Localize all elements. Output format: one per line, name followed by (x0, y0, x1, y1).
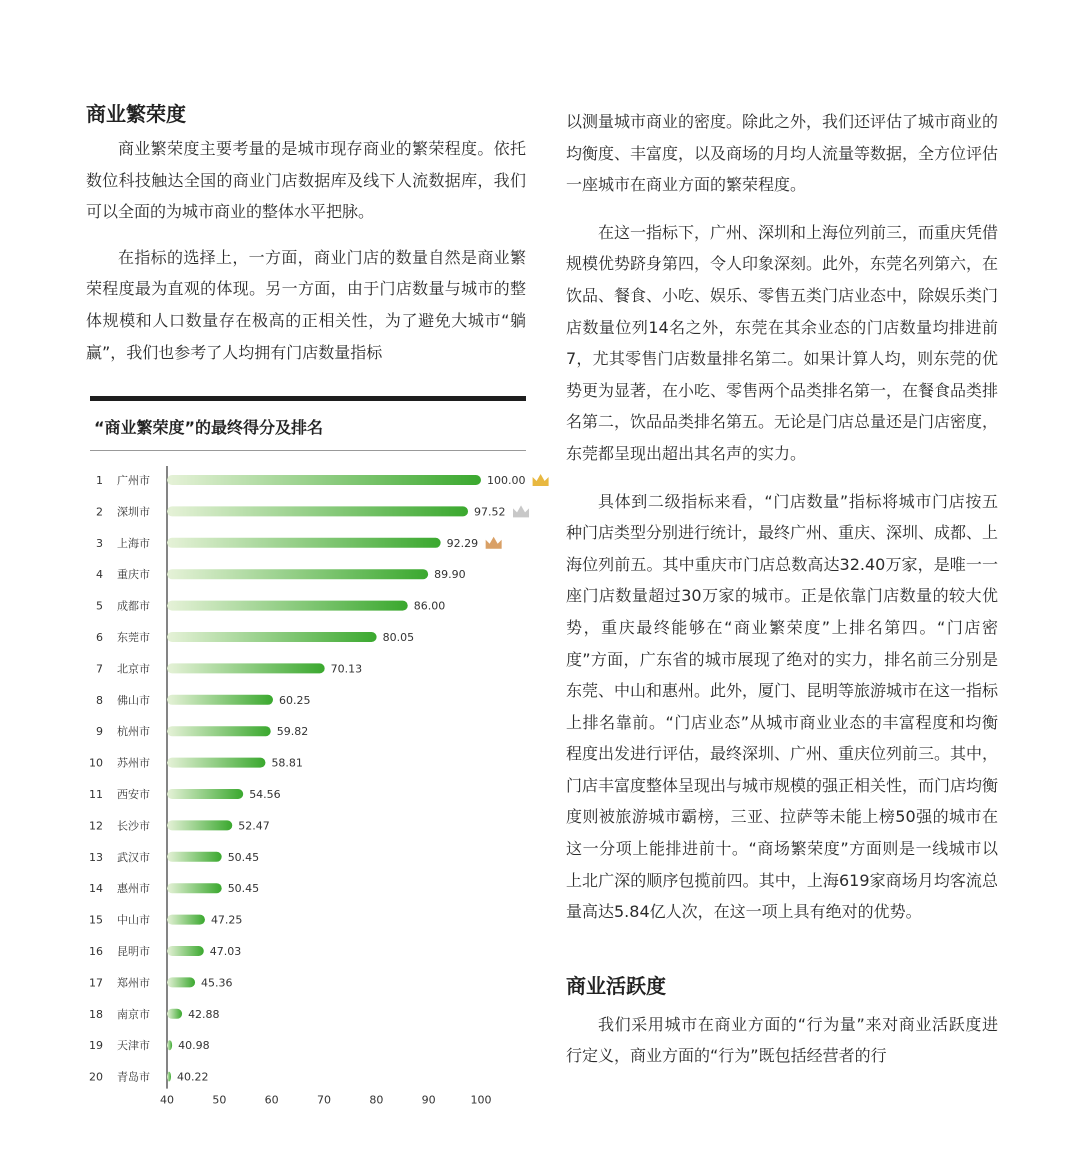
silver-crown-icon (513, 505, 529, 517)
category-label: 深圳市 (117, 505, 150, 519)
bar (167, 758, 265, 768)
category-label: 天津市 (117, 1039, 150, 1053)
value-label: 80.05 (382, 631, 415, 644)
rank-label: 7 (96, 662, 103, 676)
rank-label: 6 (96, 631, 103, 644)
bar (167, 475, 481, 485)
value-label: 70.13 (330, 662, 363, 676)
category-label: 成都市 (117, 599, 150, 613)
value-label: 50.45 (227, 882, 260, 896)
value-label: 92.29 (446, 536, 479, 550)
category-label: 长沙市 (117, 819, 150, 833)
left-paragraph-2: 在指标的选择上，一方面，商业门店的数量自然是商业繁荣程度最为直观的体现。另一方面，由于门店数量与城市的整体规模和人口数量存在极高的正相关性，为了避免大城市“躺赢”，我们也参考了人均拥有门店数量指标 (86, 247, 526, 362)
category-label: 佛山市 (117, 693, 150, 707)
category-label: 北京市 (117, 662, 150, 676)
x-tick-label: 60 (264, 1093, 279, 1107)
bar (167, 977, 195, 987)
bar (167, 1040, 172, 1050)
rank-label: 1 (96, 474, 103, 487)
x-tick-label: 70 (317, 1093, 331, 1107)
rank-label: 15 (89, 913, 103, 927)
rank-label: 20 (89, 1070, 103, 1084)
value-label: 47.25 (210, 913, 243, 927)
bar (167, 538, 441, 548)
category-label: 南京市 (117, 1007, 150, 1021)
category-label: 武汉市 (117, 850, 150, 864)
category-label: 西安市 (117, 788, 150, 801)
bar (167, 1009, 182, 1019)
rank-label: 13 (89, 850, 103, 864)
bar (167, 601, 408, 611)
rank-label: 19 (89, 1039, 103, 1053)
value-label: 52.47 (238, 819, 270, 833)
right-paragraph-1: 以测量城市商业的密度。除此之外，我们还评估了城市商业的均衡度、丰富度，以及商场的月均人流量等数据，全方位评估一座城市在商业方面的繁荣程度。 (566, 112, 999, 195)
x-tick-label: 100 (470, 1093, 492, 1107)
bar (167, 726, 271, 736)
bar (167, 1072, 171, 1082)
category-label: 重庆市 (117, 568, 150, 582)
right-paragraph-3: 具体到二级指标来看，“门店数量”指标将城市门店按五种门店类型分别进行统计，最终广州、重庆、深圳、成都、上海位列前五。其中重庆市门店总数高达32.40万家，是唯一一座门店数量超过30万家的城市。正是依靠门店数量的较大优势，重庆最终能够在“商业繁荣度”上排名第四。“门店密度”方面，广东省的城市展现了绝对的实力，排名前三分别是东莞、中山和惠州。此外，厦门、昆明等旅游城市在这一指标上排名靠前。“门店业态”从城市商业业态的丰富程度和均衡程度出发进行评估，最终深圳、广州、重庆位列前三。其中，门店丰富度整体呈现出与城市规模的强正相关性，而门店均衡度则被旅游城市霸榜，三亚、拉萨等未能上榜50强的城市在这一分项上能排进前十。“商场繁荣度”方面则是一线城市以上北广深的顺序包揽前四。其中，上海619家商场月均客流总量高达5.84亿人次，在这一项上具有绝对的优势。 (566, 491, 999, 922)
value-label: 100.00 (487, 474, 526, 487)
value-label: 45.36 (201, 976, 233, 990)
bronze-crown-icon (486, 537, 502, 549)
value-label: 89.90 (434, 568, 466, 582)
x-tick-label: 50 (212, 1093, 227, 1107)
right-paragraph-4: 我们采用城市在商业方面的“行为量”来对商业活跃度进行定义，商业方面的“行为”既包括经营者的行 (566, 1014, 998, 1066)
bar (167, 852, 222, 862)
rank-label: 17 (89, 976, 103, 990)
bar (167, 695, 273, 705)
value-label: 86.00 (413, 599, 446, 613)
rank-label: 14 (89, 882, 103, 896)
category-label: 广州市 (117, 474, 150, 487)
value-label: 50.45 (227, 850, 260, 864)
bar (167, 663, 325, 673)
bar (167, 632, 377, 642)
category-label: 惠州市 (117, 882, 150, 896)
x-tick-label: 40 (160, 1093, 174, 1107)
value-label: 97.52 (474, 505, 506, 519)
bar (167, 883, 222, 893)
bar (167, 915, 205, 925)
rank-label: 8 (96, 693, 103, 707)
category-label: 中山市 (117, 913, 150, 927)
value-label: 40.22 (177, 1070, 209, 1084)
bar (167, 569, 428, 579)
category-label: 昆明市 (117, 945, 150, 958)
chart-title: “商业繁荣度”的最终得分及排名 (94, 418, 324, 437)
value-label: 40.98 (178, 1039, 210, 1053)
bar (167, 506, 468, 516)
rank-label: 9 (96, 725, 103, 739)
bar (167, 789, 243, 799)
category-label: 郑州市 (117, 976, 150, 990)
value-label: 54.56 (249, 788, 281, 801)
x-tick-label: 80 (369, 1093, 384, 1107)
section-title-activity: 商业活跃度 (566, 973, 666, 998)
value-label: 59.82 (276, 725, 309, 739)
right-column (566, 106, 998, 1072)
left-paragraph-1: 商业繁荣度主要考量的是城市现存商业的繁荣程度。依托数位科技触达全国的商业门店数据库及线下人流数据库，我们可以全面的为城市商业的整体水平把脉。 (86, 139, 526, 222)
bar (167, 820, 232, 830)
section-title-prosperity: 商业繁荣度 (86, 102, 186, 126)
rank-label: 18 (89, 1007, 103, 1021)
right-paragraph-2: 在这一指标下，广州、深圳和上海位列前三，而重庆凭借规模优势跻身第四，令人印象深刻。此外，东莞名列第六，在饮品、餐食、小吃、娱乐、零售五类门店业态中，除娱乐类门店数量位列14名之外，东莞在其余业态的门店数量均排进前7，尤其零售门店数量排名第二。如果计算人均，则东莞的优势更为显著，在小吃、零售两个品类排名第一，在餐食品类排名第二，饮品品类排名第五。无论是门店总量还是门店密度，东莞都呈现出超出其名声的实力。 (566, 222, 999, 463)
rank-label: 11 (89, 788, 103, 801)
value-label: 58.81 (271, 756, 303, 770)
rank-label: 4 (96, 568, 103, 582)
category-label: 青岛市 (117, 1070, 150, 1084)
x-tick-label: 90 (421, 1093, 436, 1107)
bar (167, 946, 204, 956)
rank-label: 3 (96, 536, 103, 550)
rank-label: 5 (96, 599, 103, 613)
gold-crown-icon (533, 474, 549, 486)
rank-label: 12 (89, 819, 103, 833)
value-label: 42.88 (188, 1007, 220, 1021)
rank-label: 2 (96, 505, 103, 519)
value-label: 60.25 (278, 693, 311, 707)
category-label: 杭州市 (117, 725, 150, 739)
value-label: 47.03 (209, 945, 242, 958)
category-label: 苏州市 (117, 756, 150, 770)
category-label: 东莞市 (117, 631, 150, 644)
rank-label: 10 (89, 756, 103, 770)
rank-label: 16 (89, 945, 103, 958)
category-label: 上海市 (117, 536, 150, 550)
